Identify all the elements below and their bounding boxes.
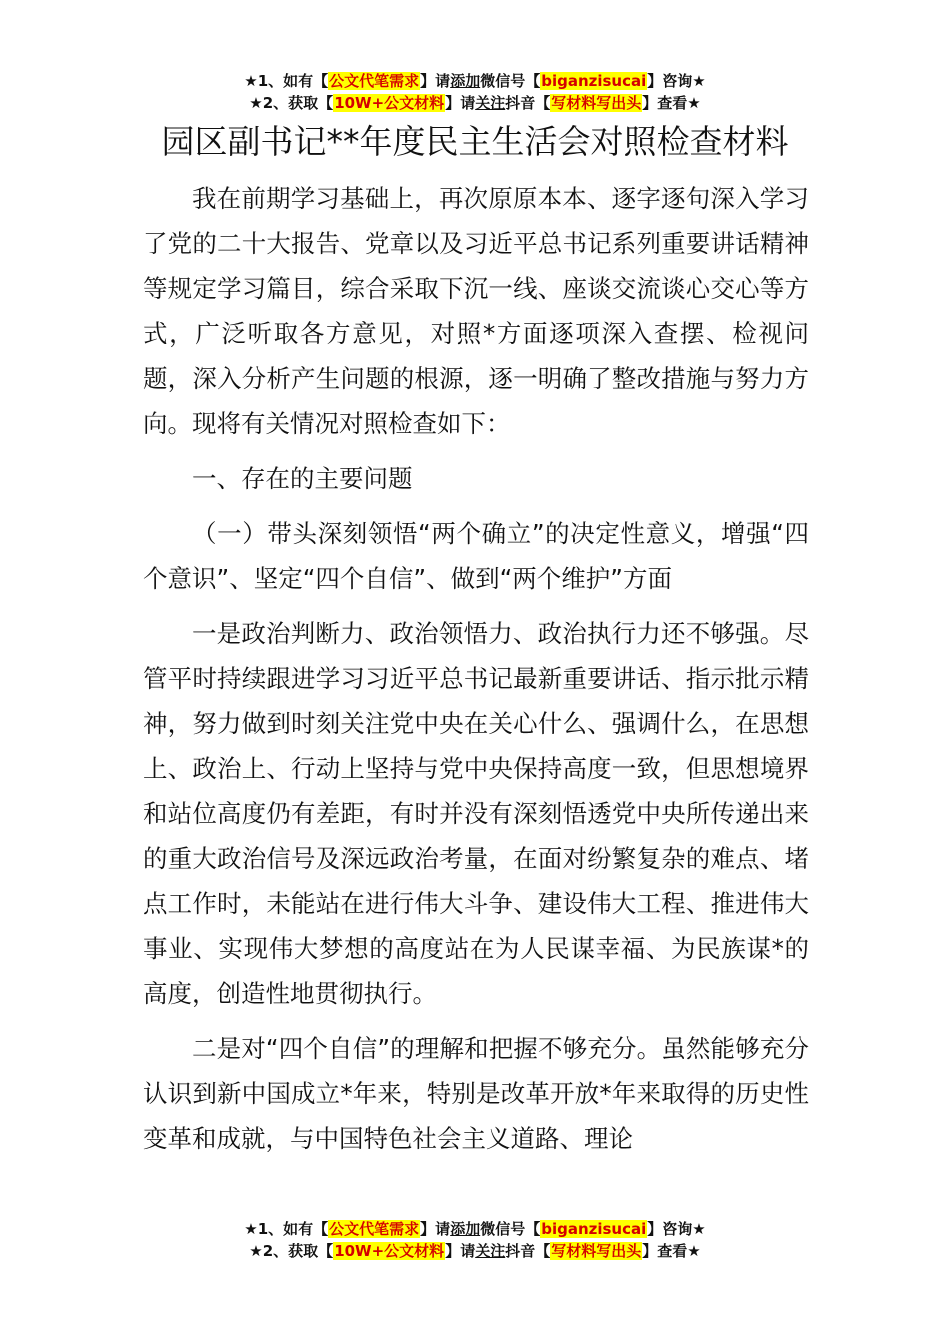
promo-text: 】请 <box>420 72 451 90</box>
promo-highlight: 写材料写出头 <box>551 1242 642 1260</box>
promo-underline: 添加 <box>450 1220 481 1238</box>
promo-underline: 添加 <box>450 72 481 90</box>
body-paragraph: 二是对“四个自信”的理解和把握不够充分。虽然能够充分认识到新中国成立*年来，特别是改革开放*年来取得的历史性变革和成就，与中国特色社会主义道路、理论 <box>143 1034 809 1153</box>
promo-highlight: 写材料写出头 <box>551 94 642 112</box>
promo-text: 】请 <box>445 1242 476 1260</box>
promo-text: 抖音【 <box>505 94 551 112</box>
promo-text: 】咨询★ <box>647 72 706 90</box>
body-paragraph: 一是政治判断力、政治领悟力、政治执行力还不够强。尽管平时持续跟进学习习近平总书记最新重要讲话、指示批示精神，努力做到时刻关注党中央在关心什么、强调什么，在思想上、政治上、行动上坚持与党中央保持高度一致，但思想境界和站位高度仍有差距，有时并没有深刻悟透党中央所传递出来的重大政治信号及深远政治考量，在面对纷繁复杂的难点、堵点工作时，未能站在进行伟大斗争、建设伟大工程、推进伟大事业、实现伟大梦想的高度站在为人民谋幸福、为民族谋*的高度，创造性地贯彻执行。 <box>143 619 809 1008</box>
promo-text: 抖音【 <box>505 1242 551 1260</box>
top-promo-banner <box>0 70 950 114</box>
promo-highlight: 10W+公文材料 <box>334 94 445 112</box>
promo-underline: 关注 <box>475 94 506 112</box>
promo-highlight: biganzisucai <box>541 72 647 90</box>
section-heading: 一、存在的主要问题 <box>192 464 413 493</box>
promo-text: 】请 <box>420 1220 451 1238</box>
promo-line-1 <box>0 70 950 92</box>
promo-highlight: biganzisucai <box>541 1220 647 1238</box>
promo-text: ★1、如有【 <box>244 72 329 90</box>
promo-text: 】咨询★ <box>647 1220 706 1238</box>
promo-line-2 <box>0 92 950 114</box>
promo-highlight: 10W+公文材料 <box>334 1242 445 1260</box>
promo-text: ★2、获取【 <box>249 1242 334 1260</box>
promo-highlight: 公文代笔需求 <box>329 72 420 90</box>
promo-text: 微信号【 <box>480 72 541 90</box>
document-body <box>143 176 809 1161</box>
bottom-promo-banner <box>0 1218 950 1262</box>
promo-text: 】查看★ <box>642 94 701 112</box>
promo-highlight: 公文代笔需求 <box>329 1220 420 1238</box>
promo-text: ★2、获取【 <box>249 94 334 112</box>
promo-text: ★1、如有【 <box>244 1220 329 1238</box>
promo-text: 微信号【 <box>480 1220 541 1238</box>
promo-text: 】查看★ <box>642 1242 701 1260</box>
promo-line-2 <box>0 1240 950 1262</box>
document-title: 园区副书记**年度民主生活会对照检查材料 <box>161 122 789 161</box>
subsection-heading: （一）带头深刻领悟“两个确立”的决定性意义，增强“四个意识”、坚定“四个自信”、做到“两个维护”方面 <box>143 519 809 593</box>
promo-line-1 <box>0 1218 950 1240</box>
promo-underline: 关注 <box>475 1242 506 1260</box>
promo-text: 】请 <box>445 94 476 112</box>
intro-paragraph: 我在前期学习基础上，再次原原本本、逐字逐句深入学习了党的二十大报告、党章以及习近平总书记系列重要讲话精神等规定学习篇目，综合采取下沉一线、座谈交流谈心交心等方式，广泛听取各方意见，对照*方面逐项深入查摆、检视问题，深入分析产生问题的根源，逐一明确了整改措施与努力方向。现将有关情况对照检查如下： <box>143 184 809 438</box>
